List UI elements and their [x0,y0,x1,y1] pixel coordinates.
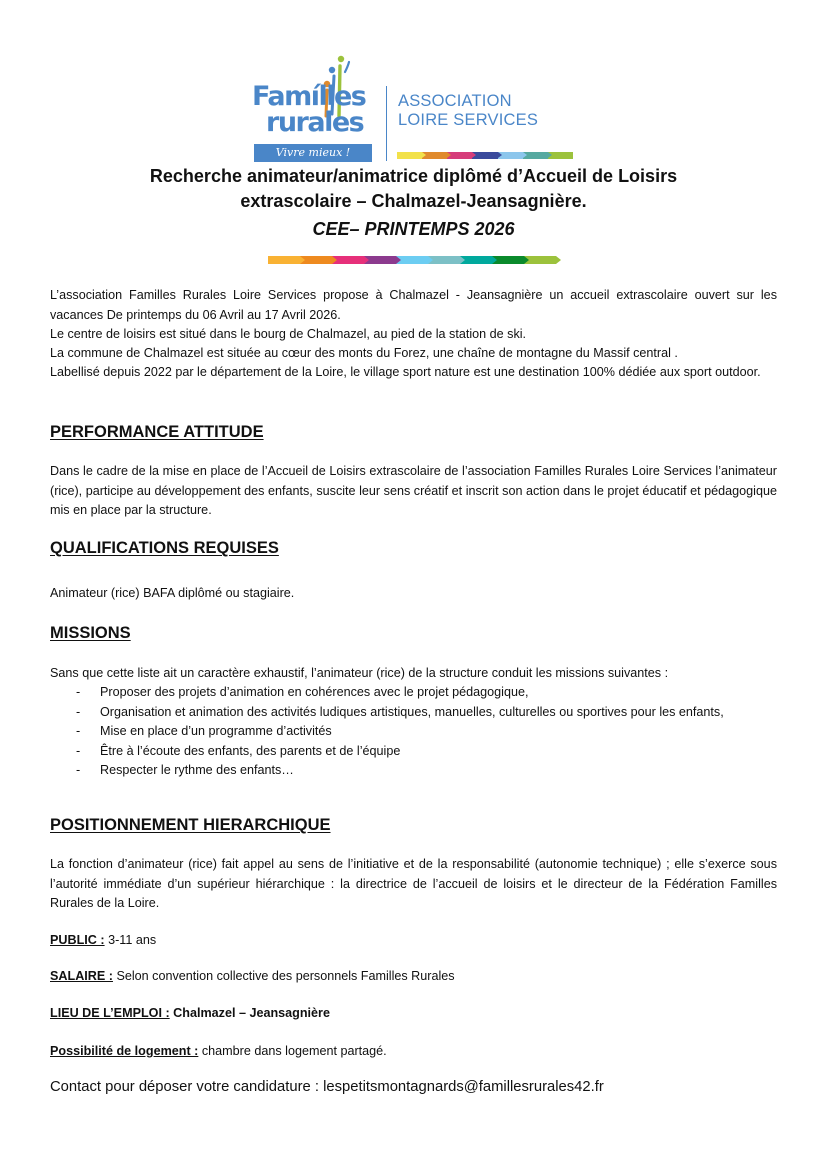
page-subtitle: CEE– PRINTEMPS 2026 [312,219,515,239]
section-heading-qualifications: QUALIFICATIONS REQUISES [50,539,279,557]
mission-text: Organisation et animation des activités ludiques artistiques, manuelles, culturelles ou sportives pour les enfants, [100,704,724,719]
section-heading-performance: PERFORMANCE ATTITUDE [50,423,264,441]
intro-paragraph-3: La commune de Chalmazel est située au cœur des monts du Forez, une chaîne de montagne du Massif central . [50,346,678,360]
bullet-dash: - [76,743,81,758]
public-label: PUBLIC : [50,933,105,947]
header-logo [252,54,577,166]
housing-label: Possibilité de logement : [50,1044,199,1058]
mission-text: Proposer des projets d’animation en cohérences avec le projet pédagogique, [100,685,529,699]
list-item [50,761,777,781]
detail-public [50,931,777,951]
logo-color-bar [397,152,573,159]
title-divider-bar [268,256,556,264]
detail-salary [50,967,777,987]
familles-rurales-logo [252,54,374,162]
section-heading-missions: MISSIONS [50,624,131,642]
logo-divider [386,86,387,161]
mission-text: Mise en place d’un programme d’activités [100,724,332,738]
missions-list [50,683,777,781]
bullet-dash: - [76,724,81,738]
contact-email-link[interactable]: lespetitsmontagnards@famillesrurales42.fr [323,1079,604,1095]
list-item [50,683,777,703]
brand-word-familles: Famílles [252,81,366,112]
contact-label: Contact pour déposer votre candidature : [50,1079,324,1095]
hierarchy-text: La fonction d’animateur (rice) fait appel au sens de l’initiative et de la responsabilité (autonomie technique) ; elle s’exerce sous l’autorité immédiate d’un supérieur hiérarchique : la directrice de l’accueil de loisirs et le directeur de la Fédération Familles Rurales de la Loire. [50,857,777,910]
bullet-dash: - [76,685,81,699]
location-value: Chalmazel – Jeansagnière [169,1006,330,1020]
association-name [398,92,538,130]
section-heading-hierarchy: POSITIONNEMENT HIERARCHIQUE [50,816,331,834]
detail-housing [50,1042,777,1062]
intro-paragraph-2: Le centre de loisirs est situé dans le bourg de Chalmazel, au pied de la station de ski. [50,327,527,341]
intro-paragraph-4: Labellisé depuis 2022 par le département de la Loire, le village sport nature est une destination 100% dédiée aux sport outdoor. [50,365,761,379]
color-bar-segment [397,152,422,159]
detail-location [50,1004,777,1024]
bullet-dash: - [76,763,81,777]
brand-tagline: Vivre mieux ! [254,144,372,162]
salary-label: SALAIRE : [50,969,113,983]
page-title-line-2: extrascolaire – Chalmazel-Jeansagnière. [240,191,587,211]
missions-intro: Sans que cette liste ait un caractère exhaustif, l’animateur (rice) de la structure conduit les missions suivantes : [50,666,669,680]
qualifications-text: Animateur (rice) BAFA diplômé ou stagiaire. [50,586,295,600]
salary-value: Selon convention collective des personnels Familles Rurales [112,969,455,983]
intro-paragraph-1: L’association Familles Rurales Loire Services propose à Chalmazel - Jeansagnière un accueil extrascolaire ouvert sur les vacances De printemps du 06 Avril au 17 Avril 2026. [50,288,777,322]
brand-word-rurales: rurales [266,107,364,138]
association-line-2: LOIRE SERVICES [398,111,539,129]
color-bar-segment [268,256,300,264]
public-value: 3-11 ans [104,933,157,947]
contact-line [50,1079,604,1095]
performance-text: Dans le cadre de la mise en place de l’Accueil de Loisirs extrascolaire de l’association Familles Rurales Loire Services l’animateur (rice), participe au développement des enfants, suscite leur sens créatif et inscrit son action dans le projet éducatif et pédagogique mis en place par la structure. [50,464,777,517]
location-label: LIEU DE L’EMPLOI : [50,1006,170,1020]
list-item [50,703,777,723]
association-line-1: ASSOCIATION [398,92,512,110]
bullet-dash: - [76,704,81,719]
mission-text: Respecter le rythme des enfants… [100,763,294,777]
list-item [50,722,777,742]
list-item [50,742,777,762]
mission-text: Être à l’écoute des enfants, des parents et de l’équipe [100,743,401,758]
housing-value: chambre dans logement partagé. [198,1044,387,1058]
page-title-line-1: Recherche animateur/animatrice diplômé d’Accueil de Loisirs [149,166,678,186]
